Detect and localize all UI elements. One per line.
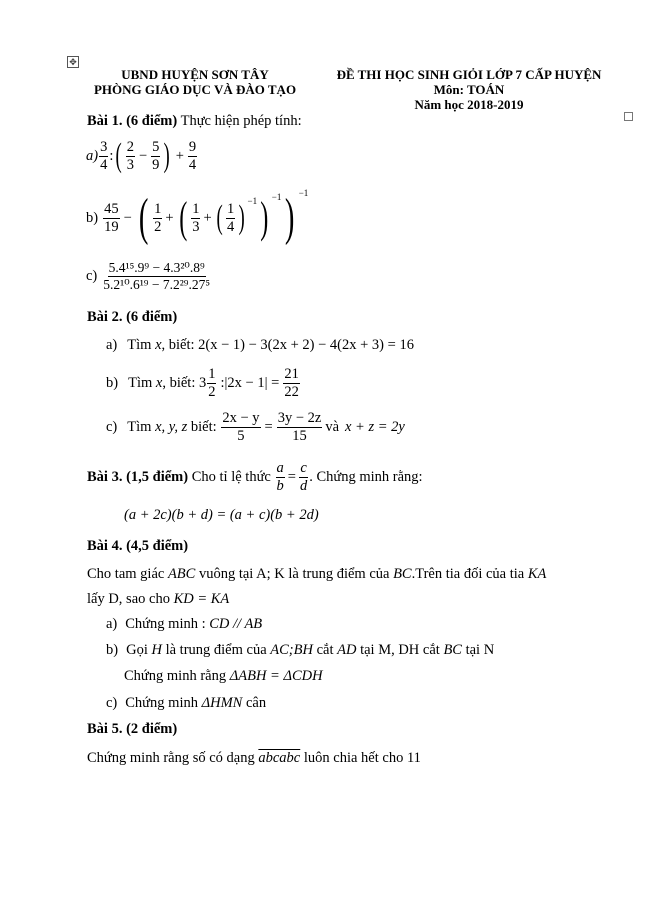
header-left <box>90 67 300 97</box>
bai4-line1: Cho tam giác ABC vuông tại A; K là trung điểm của BC.Trên tia đối của tia KA <box>87 566 547 582</box>
move-handle-icon[interactable]: ✥ <box>67 56 79 68</box>
frac-b1: $\frac{45}{19}$ <box>104 200 119 235</box>
frac-b3: $\frac{1}{3}$ <box>192 200 200 235</box>
frac-a2: $\frac{2}{3}$ <box>126 139 134 173</box>
bai1-text: Thực hiện phép tính: <box>177 113 302 129</box>
bai4-b-line2: Chứng minh rằng ΔABH = ΔCDH <box>124 668 323 684</box>
bai1-a: a) $\frac{3}{4}$ : ( $\frac{2}{3}$ − $\frac{5}{9}$ ) + $\frac{9}{4}$ <box>86 137 197 175</box>
bai2-a: a) Tìm x, biết: 2(x − 1) − 3(2x + 2) − 4(2x + 3) = 16 <box>106 337 414 353</box>
bai3-identity: (a + 2c)(b + d) = (a + c)(b + 2d) <box>124 507 319 523</box>
bai1-a-label: a) <box>86 147 99 164</box>
square-icon <box>624 112 633 121</box>
frac-a4: $\frac{9}{4}$ <box>188 139 197 173</box>
header-right-line2: Môn: TOÁN <box>433 82 505 97</box>
frac-b2: $\frac{1}{2}$ <box>154 200 162 235</box>
bai1-heading <box>87 113 302 130</box>
frac-a3: $\frac{5}{9}$ <box>152 139 160 173</box>
bai4-a: a) Chứng minh : CD // AB <box>106 616 263 632</box>
bai4-title: Bài 4. (4,5 điểm) <box>87 538 189 554</box>
bai2-b: b) Tìm x , biết: 3 $\frac{1}{2}$ :|2x − 1| = $\frac{21}{22}$ <box>106 366 299 400</box>
bai4-line2: lấy D, sao cho KD = KA <box>87 591 230 607</box>
bai2-c: c) Tìm x, y, z biết: $\frac{2x - y}{5}$ = $\frac{3y - 2z}{15}$ và x + z = 2y <box>106 410 405 444</box>
bai1-title: Bài 1. (6 điểm) <box>87 113 178 129</box>
bai4-c: c) Chứng minh ΔHMN cân <box>106 695 267 711</box>
bai1-c-label: c) <box>86 267 98 284</box>
bai1-b-label: b) <box>86 209 99 226</box>
header-right-line1: ĐỀ THI HỌC SINH GIỎI LỚP 7 CẤP HUYỆN <box>336 67 602 82</box>
bai5-title: Bài 5. (2 điểm) <box>87 721 178 737</box>
header-right-line3: Năm học 2018-2019 <box>414 97 524 112</box>
frac-a1: $\frac{3}{4}$ <box>100 139 108 173</box>
bai4-b: b) Gọi H là trung điểm của AC;BH cắt AD tại M, DH cắt BC tại N <box>106 642 495 658</box>
frac-b4: $\frac{1}{4}$ <box>226 200 235 235</box>
bai2-title: Bài 2. (6 điểm) <box>87 309 178 325</box>
bai3-heading: Bài 3. (1,5 điểm) Cho tỉ lệ thức $\frac{a}{b}$ = $\frac{c}{d}$ . Chứng minh rằng: <box>87 460 423 494</box>
header-right <box>332 67 606 112</box>
bai1-b: b) $\frac{45}{19}$ − ( $\frac{1}{2}$ + ( $\frac{1}{3}$ + ( $\frac{1}{4}$ ) $^{-1}$ ) $^{-1}$ ) $^{-1}$ <box>86 188 309 246</box>
header-left-line2: PHÒNG GIÁO DỤC VÀ ĐÀO TẠO <box>93 82 297 97</box>
bai5-text: Chứng minh rằng số có dạng abcabc luôn chia hết cho 11 <box>87 750 421 766</box>
bai5-number: abcabc <box>258 750 301 766</box>
header-left-line1: UBND HUYỆN SƠN TÂY <box>121 67 269 82</box>
bai1-c <box>86 260 212 292</box>
frac-c: $\frac{\text{5.4¹⁵.9⁹ − 4.3²⁰.8⁹}}{\text{5.2¹⁰.6¹⁹ − 7.2²⁹.27⁵}}$ <box>103 260 211 292</box>
